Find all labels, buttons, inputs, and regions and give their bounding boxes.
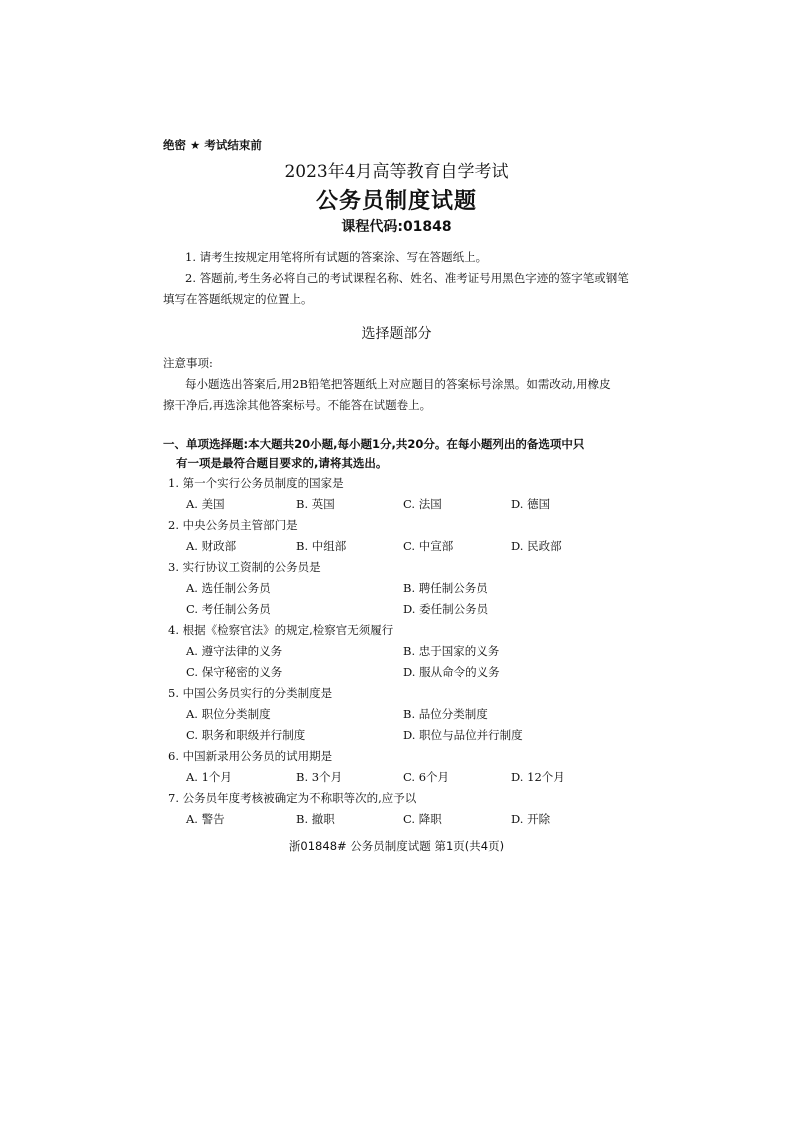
option-b: B. 3个月: [296, 770, 343, 784]
option-c: C. 职务和职级并行制度: [186, 728, 306, 742]
question-stem: 2. 中央公务员主管部门是: [168, 518, 298, 532]
option-b: B. 忠于国家的义务: [403, 644, 500, 658]
option-row: [168, 662, 638, 683]
part-heading-line-2: 有一项是最符合题目要求的,请将其选出。: [176, 456, 388, 470]
secret-mark: 绝密 ★ 考试结束前: [163, 138, 262, 152]
option-b: B. 英国: [296, 497, 335, 511]
attention-notes: [163, 353, 643, 416]
option-d: D. 德国: [511, 497, 551, 511]
option-b: B. 中组部: [296, 539, 347, 553]
option-c: C. 6个月: [403, 770, 450, 784]
instructions: [163, 247, 643, 310]
instruction-1: 1. 请考生按规定用笔将所有试题的答案涂、写在答题纸上。: [185, 250, 488, 264]
option-b: B. 聘任制公务员: [403, 581, 488, 595]
option-row: [168, 704, 638, 725]
exam-title: 2023年4月高等教育自学考试: [284, 162, 509, 182]
option-c: C. 法国: [403, 497, 442, 511]
instruction-2-cont: 填写在答题纸规定的位置上。: [163, 292, 313, 306]
part-heading: [163, 435, 643, 473]
paper-title: 公务员制度试题: [315, 189, 477, 214]
option-a: A. 选任制公务员: [186, 581, 271, 595]
option-c: C. 中宣部: [403, 539, 454, 553]
question-stem: 4. 根据《检察官法》的规定,检察官无须履行: [168, 623, 394, 637]
option-c: C. 考任制公务员: [186, 602, 271, 616]
option-a: A. 遵守法律的义务: [186, 644, 283, 658]
question-stem: 7. 公务员年度考核被确定为不称职等次的,应予以: [168, 791, 417, 805]
option-row: [168, 641, 638, 662]
option-d: D. 职位与品位并行制度: [403, 728, 523, 742]
option-b: B. 撤职: [296, 812, 335, 826]
option-a: A. 职位分类制度: [186, 707, 271, 721]
option-a: A. 财政部: [186, 539, 237, 553]
instruction-2: 2. 答题前,考生务必将自己的考试课程名称、姓名、准考证号用黑色字迹的签字笔或钢笔: [185, 271, 629, 285]
option-d: D. 开除: [511, 812, 551, 826]
option-c: C. 降职: [403, 812, 442, 826]
option-a: A. 美国: [186, 497, 225, 511]
option-row: [168, 536, 638, 557]
option-d: D. 民政部: [511, 539, 562, 553]
option-row: [168, 767, 638, 788]
option-row: [168, 578, 638, 599]
option-b: B. 品位分类制度: [403, 707, 488, 721]
option-c: C. 保守秘密的义务: [186, 665, 283, 679]
option-d: D. 服从命令的义务: [403, 665, 500, 679]
section-title: 选择题部分: [361, 326, 432, 342]
option-row: [168, 599, 638, 620]
attention-label: 注意事项:: [163, 356, 213, 370]
course-code: 课程代码:01848: [341, 219, 452, 235]
question-stem: 1. 第一个实行公务员制度的国家是: [168, 476, 344, 490]
question-stem: 3. 实行协议工资制的公务员是: [168, 560, 321, 574]
part-heading-line-1: 一、单项选择题:本大题共20小题,每小题1分,共20分。在每小题列出的备选项中只: [163, 437, 585, 451]
page-footer: 浙01848# 公务员制度试题 第1页(共4页): [288, 839, 505, 853]
option-row: [168, 809, 638, 830]
option-row: [168, 494, 638, 515]
question-stem: 5. 中国公务员实行的分类制度是: [168, 686, 333, 700]
option-a: A. 1个月: [186, 770, 232, 784]
option-d: D. 委任制公务员: [403, 602, 489, 616]
attention-line-1: 每小题选出答案后,用2B铅笔把答题纸上对应题目的答案标号涂黑。如需改动,用橡皮: [185, 377, 611, 391]
question-list: [168, 473, 638, 830]
attention-line-2: 擦干净后,再选涂其他答案标号。不能答在试题卷上。: [163, 398, 432, 412]
question-stem: 6. 中国新录用公务员的试用期是: [168, 749, 333, 763]
option-a: A. 警告: [186, 812, 225, 826]
option-d: D. 12个月: [511, 770, 565, 784]
option-row: [168, 725, 638, 746]
